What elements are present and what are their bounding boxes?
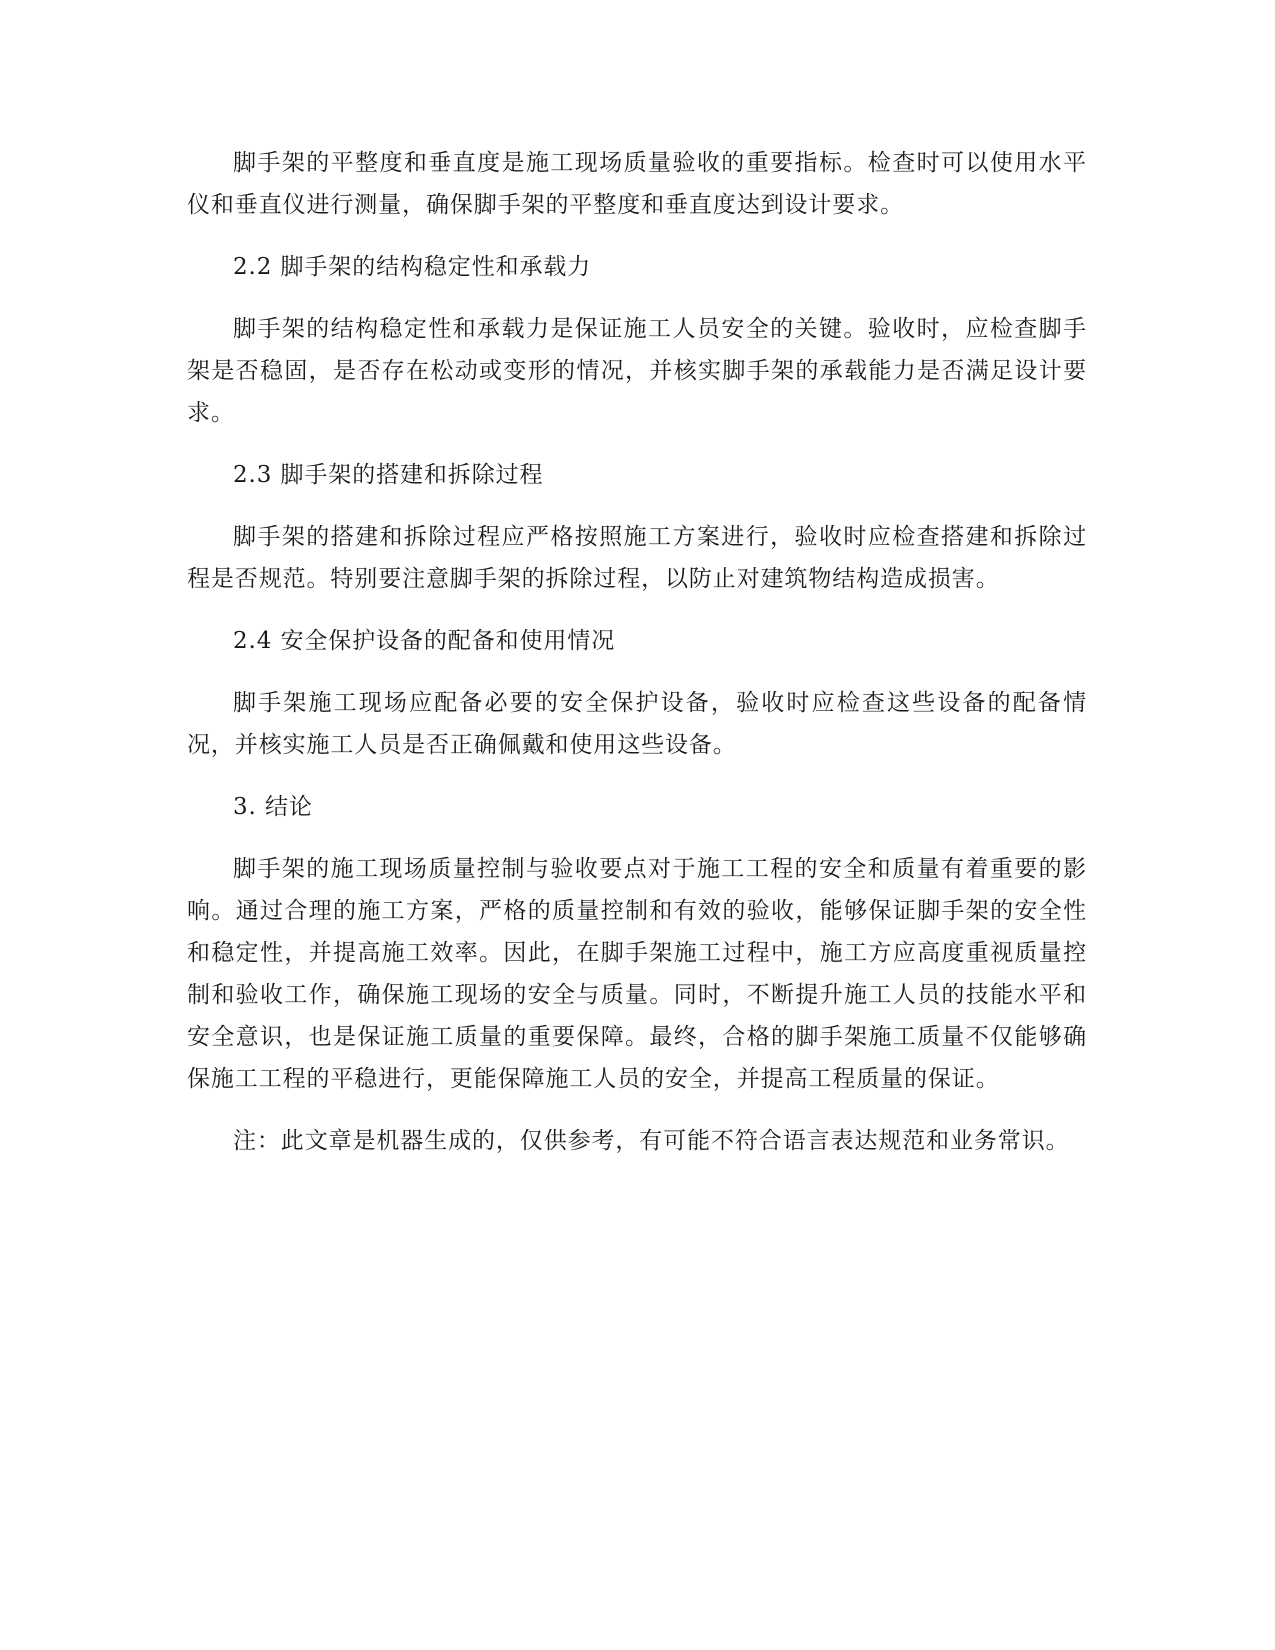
section-heading-2-4: 2.4 安全保护设备的配备和使用情况 bbox=[233, 628, 616, 654]
paragraph-flatness-verticality: 脚手架的平整度和垂直度是施工现场质量验收的重要指标。检查时可以使用水平仪和垂直仪进行测量，确保脚手架的平整度和垂直度达到设计要求。 bbox=[187, 150, 1087, 218]
paragraph-disclaimer-note: 注：此文章是机器生成的，仅供参考，有可能不符合语言表达规范和业务常识。 bbox=[233, 1128, 1070, 1154]
paragraph-erection-dismantling: 脚手架的搭建和拆除过程应严格按照施工方案进行，验收时应检查搭建和拆除过程是否规范。特别要注意脚手架的拆除过程，以防止对建筑物结构造成损害。 bbox=[187, 524, 1087, 592]
section-heading-2-3: 2.3 脚手架的搭建和拆除过程 bbox=[233, 462, 544, 488]
paragraph-conclusion: 脚手架的施工现场质量控制与验收要点对于施工工程的安全和质量有着重要的影响。通过合理的施工方案，严格的质量控制和有效的验收，能够保证脚手架的安全性和稳定性，并提高施工效率。因此，在脚手架施工过程中，施工方应高度重视质量控制和验收工作，确保施工现场的安全与质量。同时，不断提升施工人员的技能水平和安全意识，也是保证施工质量的重要保障。最终，合格的脚手架施工质量不仅能够确保施工工程的平稳进行，更能保障施工人员的安全，并提高工程质量的保证。 bbox=[187, 856, 1087, 1092]
paragraph-stability-capacity: 脚手架的结构稳定性和承载力是保证施工人员安全的关键。验收时，应检查脚手架是否稳固，是否存在松动或变形的情况，并核实脚手架的承载能力是否满足设计要求。 bbox=[187, 316, 1087, 426]
document-body bbox=[187, 142, 1087, 1182]
paragraph-safety-equipment: 脚手架施工现场应配备必要的安全保护设备，验收时应检查这些设备的配备情况，并核实施工人员是否正确佩戴和使用这些设备。 bbox=[187, 690, 1087, 758]
section-heading-2-2: 2.2 脚手架的结构稳定性和承载力 bbox=[233, 254, 592, 280]
section-heading-3: 3. 结论 bbox=[233, 794, 313, 820]
